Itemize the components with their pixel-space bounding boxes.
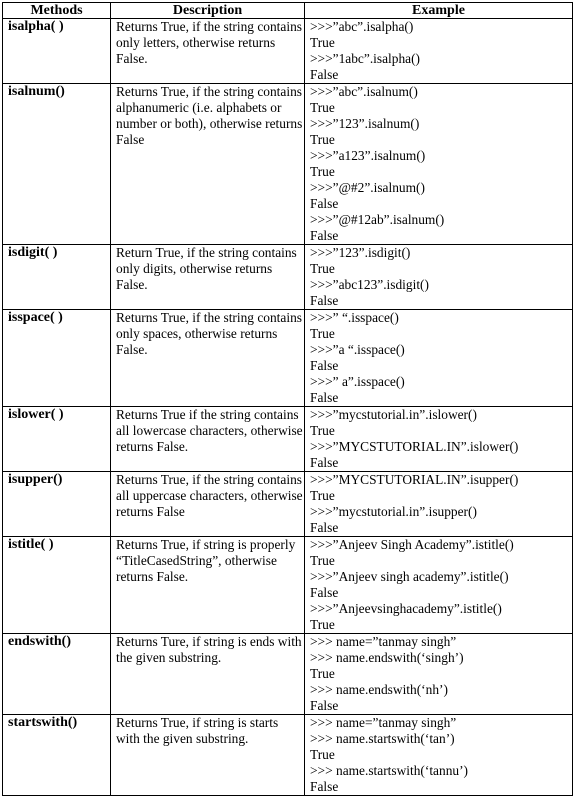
example-line: >>> name.endswith(‘singh’) (310, 650, 464, 665)
example-line: >>>”123”.isalnum() (310, 116, 420, 131)
example-line: >>>”Anjeev singh academy”.istitle() (310, 569, 509, 584)
example-line: True (310, 553, 335, 568)
method-description: Returns True, if the string contains only spaces, otherwise returns False. (111, 310, 305, 407)
method-name: endswith() (3, 634, 111, 715)
method-example (305, 84, 573, 245)
example-line: >>>”@#2”.isalnum() (310, 180, 425, 195)
example-line: True (310, 326, 335, 341)
example-line: True (310, 132, 335, 147)
method-example (305, 407, 573, 472)
table-row (3, 84, 573, 245)
example-line: False (310, 293, 339, 308)
example-line: >>> name=”tanmay singh” (310, 634, 457, 649)
table-row (3, 472, 573, 537)
method-example (305, 537, 573, 634)
example-line: False (310, 520, 339, 535)
method-example (305, 634, 573, 715)
method-example (305, 715, 573, 796)
example-line: False (310, 67, 339, 82)
example-line: >>>”Anjeev Singh Academy”.istitle() (310, 537, 514, 552)
table-row (3, 245, 573, 310)
table-row (3, 634, 573, 715)
example-line: >>>” a”.isspace() (310, 374, 405, 389)
example-line: >>>”a123”.isalnum() (310, 148, 426, 163)
table-row (3, 537, 573, 634)
header-example: Example (305, 3, 573, 19)
example-line: True (310, 35, 335, 50)
example-line: >>> name=”tanmay singh” (310, 715, 457, 730)
method-name: startswith() (3, 715, 111, 796)
example-line: >>> name.startswith(‘tan’) (310, 731, 455, 746)
example-line: True (310, 666, 335, 681)
table-row (3, 19, 573, 84)
example-line: >>>”MYCSTUTORIAL.IN”.isupper() (310, 472, 519, 487)
example-line: >>>”123”.isdigit() (310, 245, 411, 260)
example-line: False (310, 390, 339, 405)
example-line: >>>”mycstutorial.in”.isupper() (310, 504, 477, 519)
method-name: isalpha( ) (3, 19, 111, 84)
example-line: True (310, 488, 335, 503)
method-name: isspace( ) (3, 310, 111, 407)
example-line: >>>”MYCSTUTORIAL.IN”.islower() (310, 439, 519, 454)
header-row (3, 3, 573, 19)
method-name: isupper() (3, 472, 111, 537)
method-name: isdigit( ) (3, 245, 111, 310)
example-line: >>>”abc123”.isdigit() (310, 277, 429, 292)
example-line: >>>”mycstutorial.in”.islower() (310, 407, 477, 422)
method-example (305, 245, 573, 310)
example-line: >>>”1abc”.isalpha() (310, 51, 421, 66)
example-line: False (310, 585, 339, 600)
method-description: Returns True, if the string contains all uppercase characters, otherwise returns False (111, 472, 305, 537)
example-line: False (310, 228, 339, 243)
example-line: True (310, 164, 335, 179)
method-description: Returns Ture, if string is ends with the given substring. (111, 634, 305, 715)
table-body (3, 19, 573, 796)
method-description: Returns True, if the string contains only letters, otherwise returns False. (111, 19, 305, 84)
example-line: >>>”abc”.isalnum() (310, 84, 418, 99)
method-description: Returns True, if string is properly “TitleCasedString”, otherwise returns False. (111, 537, 305, 634)
example-line: False (310, 455, 339, 470)
example-line: True (310, 100, 335, 115)
example-line: >>>”Anjeevsinghacademy”.istitle() (310, 601, 502, 616)
method-name: isalnum() (3, 84, 111, 245)
example-line: >>>”a “.isspace() (310, 342, 405, 357)
string-methods-table (2, 2, 573, 796)
table-row (3, 407, 573, 472)
method-example (305, 19, 573, 84)
method-name: islower( ) (3, 407, 111, 472)
header-description: Description (111, 3, 305, 19)
method-example (305, 310, 573, 407)
example-line: False (310, 358, 339, 373)
method-description: Returns True, if string is starts with the given substring. (111, 715, 305, 796)
example-line: True (310, 423, 335, 438)
method-description: Returns True, if the string contains alphanumeric (i.e. alphabets or number or both), otherwise returns False (111, 84, 305, 245)
example-line: >>> name.endswith(‘nh’) (310, 682, 448, 697)
example-line: >>>”abc”.isalpha() (310, 19, 414, 34)
example-line: True (310, 261, 335, 276)
header-methods: Methods (3, 3, 111, 19)
example-line: True (310, 747, 335, 762)
table-row (3, 715, 573, 796)
example-line: False (310, 779, 339, 794)
method-name: istitle( ) (3, 537, 111, 634)
example-line: False (310, 196, 339, 211)
method-example (305, 472, 573, 537)
example-line: True (310, 617, 335, 632)
method-description: Return True, if the string contains only digits, otherwise returns False. (111, 245, 305, 310)
example-line: >>>”@#12ab”.isalnum() (310, 212, 445, 227)
table-row (3, 310, 573, 407)
method-description: Returns True if the string contains all lowercase characters, otherwise returns False. (111, 407, 305, 472)
example-line: >>> name.startswith(‘tannu’) (310, 763, 469, 778)
example-line: >>>” “.isspace() (310, 310, 399, 325)
example-line: False (310, 698, 339, 713)
